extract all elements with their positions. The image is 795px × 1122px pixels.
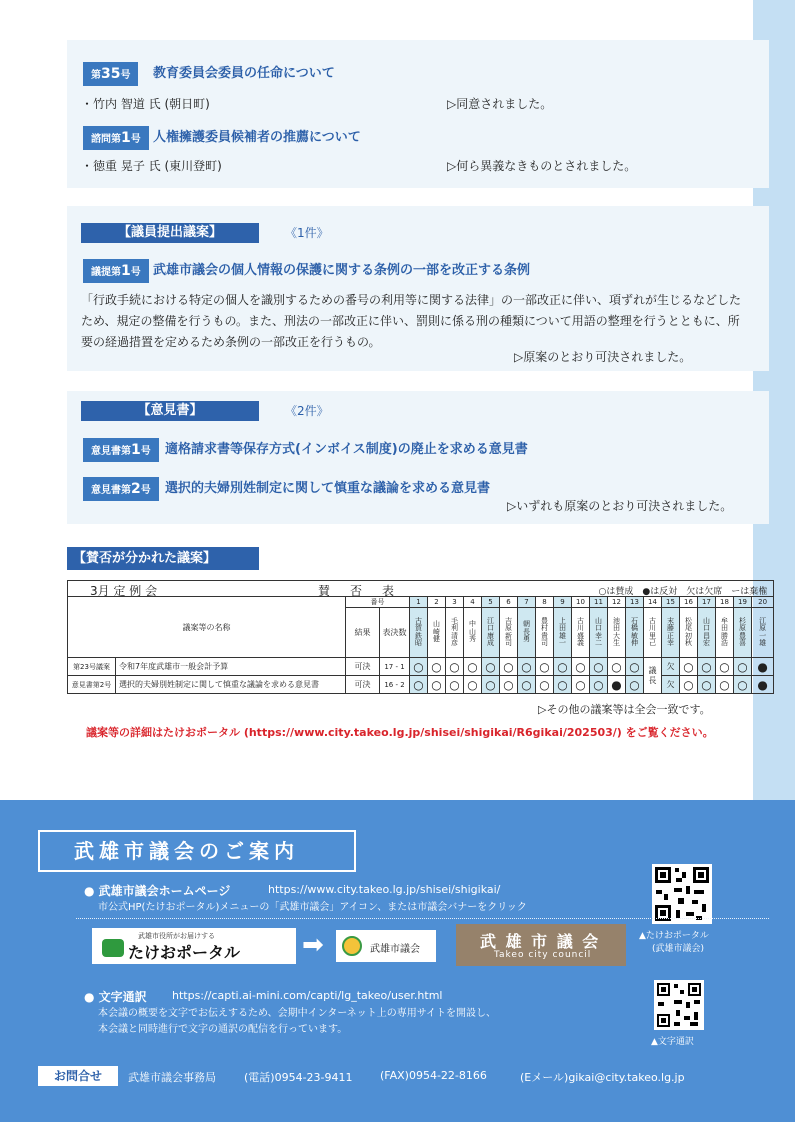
vote-mark: ○ <box>464 676 482 694</box>
result-opinions: ▷いずれも原案のとおり可決されました。 <box>507 499 733 513</box>
member-number-cell: 17 <box>698 597 716 608</box>
captions-qr-code[interactable] <box>654 980 704 1030</box>
captions-desc-2: 本会議と同時進行で文字の通訳の配信を行っています。 <box>98 1024 348 1035</box>
table-row <box>68 676 774 694</box>
vote-table <box>67 580 774 694</box>
vote-mark: ○ <box>500 676 518 694</box>
vote-mark: ○ <box>680 658 698 676</box>
vote-mark: ○ <box>626 658 644 676</box>
vote-mark: ○ <box>590 676 608 694</box>
member-name: 末藤正幸 <box>667 616 674 647</box>
vote-mark: ● <box>608 676 626 694</box>
vote-mark: ○ <box>482 676 500 694</box>
count-header: 表決数 <box>380 608 410 658</box>
vote-mark: ○ <box>446 658 464 676</box>
item-title-no35: 教育委員会委員の任命について <box>153 66 335 81</box>
other-bills-note: ▷その他の議案等は全会一致です。 <box>538 703 711 716</box>
qr1-caption: ▲たけおポータル <box>639 931 709 941</box>
member-number-cell: 9 <box>554 597 572 608</box>
bill-name: 選択的夫婦別姓制定に関して慎重な議論を求める意見書 <box>116 676 346 694</box>
tag-opinion1: 意見書第1号 <box>83 438 159 462</box>
vote-mark: ○ <box>734 676 752 694</box>
qr-code-icon <box>654 980 704 1030</box>
vote-table-title: 賛 否 表 <box>318 584 399 598</box>
qr-code-icon <box>652 864 712 924</box>
vote-mark: ○ <box>428 658 446 676</box>
item-title-opinion1: 適格請求書等保存方式(インボイス制度)の廃止を求める意見書 <box>165 442 528 457</box>
bill-result: 可決 <box>346 658 380 676</box>
vote-mark: ○ <box>716 676 734 694</box>
item-title-opinion2: 選択的夫婦別姓制定に関して慎重な議論を求める意見書 <box>165 481 491 496</box>
captions-desc-1: 本会議の概要を文字でお伝えするため、会期中インターネット上の専用サイトを開設し、 <box>98 1008 496 1019</box>
vote-title-row <box>68 581 774 597</box>
qr2-caption: ▲文字通訳 <box>651 1037 694 1047</box>
vote-mark: ○ <box>446 676 464 694</box>
homepage-qr-code[interactable] <box>652 864 712 924</box>
captions-url[interactable]: https://capti.ai-mini.com/capti/lg_takeo/user.html <box>172 989 443 1002</box>
council-emblem-icon <box>342 936 362 956</box>
homepage-label: ● 武雄市議会ホームページ <box>84 884 231 898</box>
member-number-cell: 7 <box>518 597 536 608</box>
member-number-cell: 2 <box>428 597 446 608</box>
member-name: 杉原豊喜 <box>739 616 746 647</box>
member-name: 朝長勇 <box>523 620 530 644</box>
member-number-cell: 4 <box>464 597 482 608</box>
vote-mark: ○ <box>536 676 554 694</box>
member-name: 豊村貴司 <box>541 616 548 647</box>
member-number-cell: 11 <box>590 597 608 608</box>
contact-fax: (FAX)0954-22-8166 <box>380 1069 487 1082</box>
member-number-cell: 19 <box>734 597 752 608</box>
bill-name: 令和7年度武雄市一般会計予算 <box>116 658 346 676</box>
contact-email[interactable]: (Eメール)gikai@city.takeo.lg.jp <box>520 1071 685 1084</box>
vote-mark: ○ <box>554 658 572 676</box>
council-icon-button[interactable] <box>336 930 436 962</box>
vote-mark: ○ <box>554 676 572 694</box>
member-name: 上田雄一 <box>559 616 566 647</box>
vote-mark: 欠 <box>662 676 680 694</box>
member-name: 江口康成 <box>487 616 494 647</box>
banner-subtitle: Takeo city council <box>494 950 592 960</box>
vote-mark: ○ <box>590 658 608 676</box>
vote-mark: ○ <box>572 658 590 676</box>
homepage-desc: 市公式HP(たけおポータル)メニューの「武雄市議会」アイコン、または市議会バナーをクリック <box>98 902 527 913</box>
member-number-cell: 5 <box>482 597 500 608</box>
section-header-member: 【議員提出議案】 <box>81 223 259 243</box>
tag-no35: 第35号 <box>83 62 138 86</box>
vote-mark: 欠 <box>662 658 680 676</box>
contact-tel: (電話)0954-23-9411 <box>244 1071 353 1084</box>
opinions-card <box>67 391 769 524</box>
member-number-cell: 3 <box>446 597 464 608</box>
portal-small-text: 武雄市役所がお届けする <box>138 932 215 940</box>
opinions-count: 《2件》 <box>285 404 329 418</box>
vote-mark: ● <box>752 658 774 676</box>
vote-mark: ○ <box>410 658 428 676</box>
vote-mark: ○ <box>698 658 716 676</box>
council-guide-footer <box>0 800 795 1122</box>
member-number-cell: 8 <box>536 597 554 608</box>
item-title-consult1: 人権擁護委員候補者の推薦について <box>153 130 361 145</box>
vote-mark: ○ <box>680 676 698 694</box>
member-number-cell: 16 <box>680 597 698 608</box>
member-number-cell: 6 <box>500 597 518 608</box>
takeo-portal-logo[interactable] <box>92 928 296 964</box>
chair-cell <box>644 658 662 694</box>
table-row <box>68 658 774 676</box>
vote-mark: ○ <box>464 658 482 676</box>
result-no35: ▷同意されました。 <box>447 97 553 111</box>
tag-opinion2: 意見書第2号 <box>83 477 159 501</box>
vote-mark: ○ <box>428 676 446 694</box>
split-votes-title: 【賛否が分かれた議案】 <box>67 547 259 570</box>
member-name: 古川盛義 <box>577 616 584 647</box>
member1-description: 「行政手続における特定の個人を識別するための番号の利用等に関する法律」の一部改正に伴い、項ずれが生じるなどしたため、規定の整備を行うもの。また、刑法の一部改正に伴い、罰則に係る刑の種類について用語の整理を行うとともに、所要の経過措置を定めるため条例の一部改正を行うもの。 <box>81 293 742 349</box>
name-header: 議案等の名称 <box>68 597 346 658</box>
portal-note: 議案等の詳細はたけおポータル (https://www.city.takeo.lg.jp/shisei/shigikai/R6gikai/202503/) をご覧ください。 <box>86 726 714 739</box>
council-banner[interactable] <box>456 924 626 966</box>
vote-mark: ○ <box>698 676 716 694</box>
tag-member1: 議提第1号 <box>83 259 149 283</box>
dotted-divider <box>76 918 769 919</box>
member-number-cell: 12 <box>608 597 626 608</box>
member-name: 松尾初秋 <box>685 616 692 647</box>
vote-mark: ○ <box>734 658 752 676</box>
member-number-cell: 15 <box>662 597 680 608</box>
result-header: 結果 <box>346 608 380 658</box>
member-number-cell: 10 <box>572 597 590 608</box>
bill-number: 第23号議案 <box>68 658 116 676</box>
vote-mark: ○ <box>536 658 554 676</box>
portal-leaf-icon <box>102 939 124 957</box>
member-number-cell: 1 <box>410 597 428 608</box>
member-number-cell: 13 <box>626 597 644 608</box>
contact-office: 武雄市議会事務局 <box>128 1071 216 1084</box>
vote-mark: ○ <box>518 658 536 676</box>
contact-label: お問合せ <box>38 1066 118 1086</box>
qr1-caption-sub: (武雄市議会) <box>652 944 705 954</box>
vote-legend: ○は賛成 ●は反対 欠は欠席 ーは棄権 <box>598 587 768 597</box>
homepage-url[interactable]: https://www.city.takeo.lg.jp/shisei/shigikai/ <box>268 883 501 896</box>
member-proposals-card <box>67 206 769 371</box>
vote-mark: ○ <box>572 676 590 694</box>
member-name: 牟田勝浩 <box>721 616 728 647</box>
banner-title: 武 雄 市 議 会 <box>480 932 601 951</box>
guide-title: 武雄市議会のご案内 <box>38 830 356 872</box>
portal-logo-text: たけおポータル <box>128 943 241 962</box>
arrow-right-icon: ➡ <box>302 930 324 960</box>
member-name: 毛利清彦 <box>451 616 458 647</box>
vote-mark: ○ <box>626 676 644 694</box>
member-name: 中山秀 <box>469 620 476 644</box>
result-member1: ▷原案のとおり可決されました。 <box>514 350 692 364</box>
member-count: 《1件》 <box>285 226 329 240</box>
member-name: 山崎健 <box>433 620 440 644</box>
member-name: 古賀鉄昭 <box>415 616 422 647</box>
member-name: 池田大生 <box>613 616 620 647</box>
vote-mark: ○ <box>500 658 518 676</box>
chair-label: 議長 <box>648 665 657 685</box>
member-name: 吉原新司 <box>505 616 512 647</box>
vote-mark: ○ <box>410 676 428 694</box>
bill-result: 可決 <box>346 676 380 694</box>
council-icon-label: 武雄市議会 <box>370 944 420 955</box>
member-number-cell: 18 <box>716 597 734 608</box>
member-name: 山口昌宏 <box>703 616 710 647</box>
member-name: 山口幸二 <box>595 616 602 647</box>
appointee-consult1: ・徳重 晃子 氏 (東川登町) <box>81 159 222 173</box>
num-header: 番号 <box>346 597 410 608</box>
member-number-cell: 14 <box>644 597 662 608</box>
bill-count: 17 - 1 <box>380 658 410 676</box>
vote-mark: ● <box>752 676 774 694</box>
vote-mark: ○ <box>482 658 500 676</box>
vote-mark: ○ <box>608 658 626 676</box>
result-consult1: ▷何ら異義なきものとされました。 <box>447 159 637 173</box>
captions-label: ● 文字通訳 <box>84 990 147 1004</box>
bill-number: 意見書第2号 <box>68 676 116 694</box>
appointments-card <box>67 40 769 188</box>
appointee-no35: ・竹内 智道 氏 (朝日町) <box>81 97 210 111</box>
vote-title-cell <box>68 581 774 597</box>
session-label: 3月 定 例 会 <box>90 584 158 598</box>
bill-count: 16 - 2 <box>380 676 410 694</box>
vote-mark: ○ <box>518 676 536 694</box>
member-name: 江原一雄 <box>759 616 767 647</box>
vote-mark: ○ <box>716 658 734 676</box>
member-name: 古川里己 <box>649 616 656 647</box>
tag-consult1: 諮問第1号 <box>83 126 149 150</box>
member-name: 石橋敏伸 <box>631 616 638 647</box>
member-number-cell: 20 <box>752 597 774 608</box>
item-title-member1: 武雄市議会の個人情報の保護に関する条例の一部を改正する条例 <box>153 263 531 278</box>
section-header-opinions: 【意見書】 <box>81 401 259 421</box>
